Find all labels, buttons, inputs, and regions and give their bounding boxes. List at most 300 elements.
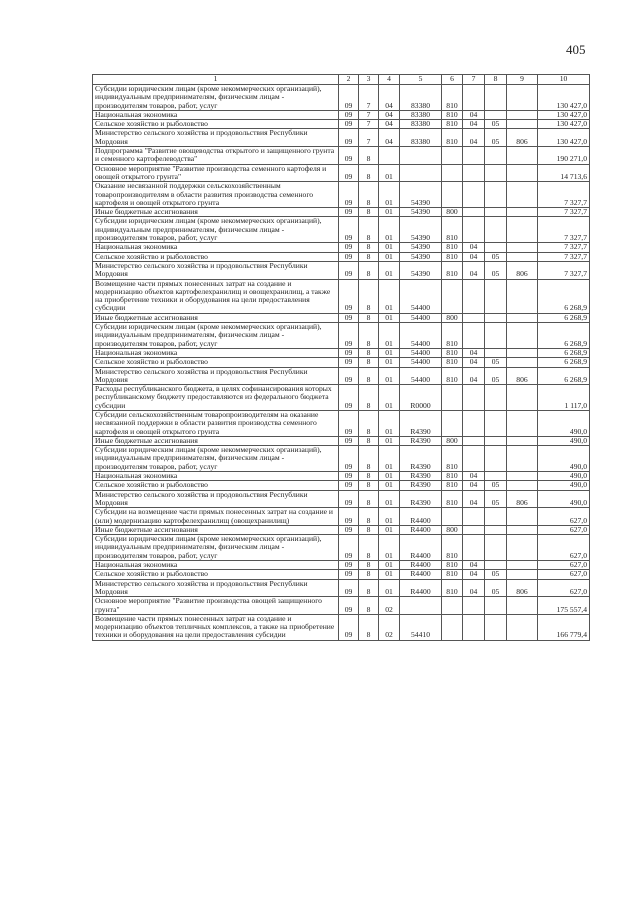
code-cell: 810 bbox=[442, 472, 463, 481]
code-cell: 810 bbox=[442, 217, 463, 243]
table-row bbox=[93, 252, 590, 261]
code-cell bbox=[507, 561, 538, 570]
table-header bbox=[93, 75, 590, 85]
code-cell: 04 bbox=[379, 129, 400, 147]
code-cell: 01 bbox=[379, 446, 400, 472]
row-name-cell: Сельское хозяйство и рыболовство bbox=[93, 570, 339, 579]
code-cell: R4390 bbox=[400, 472, 442, 481]
code-cell bbox=[485, 614, 507, 640]
code-cell bbox=[442, 508, 463, 526]
code-cell: R4390 bbox=[400, 436, 442, 445]
code-cell bbox=[507, 508, 538, 526]
code-cell: 05 bbox=[485, 570, 507, 579]
code-cell: 54410 bbox=[400, 614, 442, 640]
table-row bbox=[93, 323, 590, 349]
code-cell bbox=[485, 208, 507, 217]
code-cell: 05 bbox=[485, 358, 507, 367]
code-cell bbox=[485, 243, 507, 252]
row-name-cell: Национальная экономика bbox=[93, 348, 339, 357]
code-cell bbox=[507, 243, 538, 252]
code-cell: 810 bbox=[442, 85, 463, 111]
code-cell bbox=[507, 436, 538, 445]
code-cell: 54390 bbox=[400, 208, 442, 217]
table-row bbox=[93, 279, 590, 313]
code-cell: R4400 bbox=[400, 535, 442, 561]
code-cell: 7 bbox=[359, 120, 379, 129]
row-name-cell: Сельское хозяйство и рыболовство bbox=[93, 120, 339, 129]
code-cell bbox=[485, 85, 507, 111]
code-cell bbox=[507, 279, 538, 313]
code-cell: 810 bbox=[442, 446, 463, 472]
table-row bbox=[93, 446, 590, 472]
code-cell: 09 bbox=[339, 597, 359, 615]
code-cell: 01 bbox=[379, 508, 400, 526]
code-cell bbox=[442, 597, 463, 615]
code-cell bbox=[485, 164, 507, 182]
column-header: 1 bbox=[93, 75, 339, 85]
code-cell: 810 bbox=[442, 261, 463, 279]
code-cell bbox=[507, 164, 538, 182]
code-cell: 04 bbox=[463, 570, 485, 579]
code-cell bbox=[507, 208, 538, 217]
code-cell: 09 bbox=[339, 348, 359, 357]
amount-cell: 175 557,4 bbox=[538, 597, 590, 615]
code-cell: 04 bbox=[463, 120, 485, 129]
code-cell: 09 bbox=[339, 490, 359, 508]
code-cell: 09 bbox=[339, 472, 359, 481]
amount-cell: 7 327,7 bbox=[538, 243, 590, 252]
table-row bbox=[93, 348, 590, 357]
code-cell: 54390 bbox=[400, 261, 442, 279]
code-cell bbox=[485, 313, 507, 322]
code-cell: 05 bbox=[485, 261, 507, 279]
row-name-cell: Оказание несвязанной поддержки сельскохозяйственным товаропроизводителям в области развития производства семенного картофеля и овощей открытого грунта bbox=[93, 182, 339, 208]
table-row bbox=[93, 535, 590, 561]
code-cell bbox=[507, 323, 538, 349]
code-cell: 01 bbox=[379, 367, 400, 385]
code-cell: 04 bbox=[463, 348, 485, 357]
code-cell: 8 bbox=[359, 481, 379, 490]
code-cell: 09 bbox=[339, 358, 359, 367]
column-header: 2 bbox=[339, 75, 359, 85]
code-cell bbox=[463, 535, 485, 561]
row-name-cell: Сельское хозяйство и рыболовство bbox=[93, 252, 339, 261]
code-cell bbox=[400, 164, 442, 182]
code-cell bbox=[507, 217, 538, 243]
code-cell: 02 bbox=[379, 614, 400, 640]
code-cell: 09 bbox=[339, 164, 359, 182]
code-cell: 54400 bbox=[400, 367, 442, 385]
code-cell: 810 bbox=[442, 490, 463, 508]
row-name-cell: Иные бюджетные ассигнования bbox=[93, 208, 339, 217]
code-cell: 04 bbox=[379, 85, 400, 111]
code-cell: 810 bbox=[442, 481, 463, 490]
code-cell: 05 bbox=[485, 490, 507, 508]
code-cell: 09 bbox=[339, 561, 359, 570]
code-cell: 01 bbox=[379, 561, 400, 570]
code-cell: 8 bbox=[359, 490, 379, 508]
amount-cell: 490,0 bbox=[538, 490, 590, 508]
code-cell: 54400 bbox=[400, 313, 442, 322]
row-name-cell: Национальная экономика bbox=[93, 472, 339, 481]
code-cell: 04 bbox=[463, 367, 485, 385]
code-cell: 810 bbox=[442, 252, 463, 261]
code-cell bbox=[507, 385, 538, 411]
code-cell: 810 bbox=[442, 535, 463, 561]
amount-cell: 130 427,0 bbox=[538, 110, 590, 119]
table-row bbox=[93, 570, 590, 579]
amount-cell: 627,0 bbox=[538, 525, 590, 534]
table-row bbox=[93, 490, 590, 508]
code-cell: 09 bbox=[339, 279, 359, 313]
code-cell: 810 bbox=[442, 323, 463, 349]
row-name-cell: Подпрограмма "Развитие овощеводства открытого и защищенного грунта и семенного картофелеводства" bbox=[93, 147, 339, 165]
code-cell: 54390 bbox=[400, 243, 442, 252]
code-cell: 800 bbox=[442, 208, 463, 217]
code-cell bbox=[463, 323, 485, 349]
code-cell: R4400 bbox=[400, 525, 442, 534]
amount-cell: 14 713,6 bbox=[538, 164, 590, 182]
code-cell: 09 bbox=[339, 446, 359, 472]
code-cell bbox=[507, 410, 538, 436]
code-cell: 09 bbox=[339, 323, 359, 349]
code-cell bbox=[507, 252, 538, 261]
row-name-cell: Возмещение части прямых понесенных затрат на создание и модернизацию объектов картофелехранилищ и овощехранилищ, а также на приобретение техники и оборудования на цели предоставления субсидии bbox=[93, 279, 339, 313]
code-cell: 09 bbox=[339, 110, 359, 119]
code-cell bbox=[507, 472, 538, 481]
code-cell: 54400 bbox=[400, 348, 442, 357]
row-name-cell: Субсидии на возмещение части прямых понесенных затрат на создание и (или) модернизацию картофелехранилищ (овощехранилищ) bbox=[93, 508, 339, 526]
code-cell: R4390 bbox=[400, 481, 442, 490]
code-cell: R4390 bbox=[400, 490, 442, 508]
code-cell: 8 bbox=[359, 579, 379, 597]
code-cell: 8 bbox=[359, 436, 379, 445]
code-cell: 8 bbox=[359, 182, 379, 208]
amount-cell: 6 268,9 bbox=[538, 367, 590, 385]
code-cell bbox=[463, 164, 485, 182]
amount-cell: 130 427,0 bbox=[538, 129, 590, 147]
code-cell bbox=[485, 110, 507, 119]
amount-cell: 490,0 bbox=[538, 446, 590, 472]
code-cell: 8 bbox=[359, 570, 379, 579]
code-cell: 09 bbox=[339, 243, 359, 252]
code-cell: 8 bbox=[359, 208, 379, 217]
code-cell bbox=[463, 597, 485, 615]
row-name-cell: Министерство сельского хозяйства и продовольствия Республики Мордовия bbox=[93, 367, 339, 385]
code-cell: 09 bbox=[339, 579, 359, 597]
code-cell: 54390 bbox=[400, 217, 442, 243]
table-row bbox=[93, 358, 590, 367]
code-cell: 8 bbox=[359, 279, 379, 313]
table-row bbox=[93, 481, 590, 490]
table-body bbox=[93, 85, 590, 641]
code-cell: R4400 bbox=[400, 508, 442, 526]
code-cell bbox=[485, 472, 507, 481]
code-cell bbox=[400, 597, 442, 615]
code-cell: R4400 bbox=[400, 570, 442, 579]
code-cell: 806 bbox=[507, 261, 538, 279]
code-cell: 83380 bbox=[400, 120, 442, 129]
code-cell bbox=[442, 385, 463, 411]
table-row bbox=[93, 597, 590, 615]
code-cell: R4390 bbox=[400, 410, 442, 436]
code-cell: 8 bbox=[359, 508, 379, 526]
table-row bbox=[93, 525, 590, 534]
code-cell: 04 bbox=[463, 252, 485, 261]
code-cell: 09 bbox=[339, 208, 359, 217]
amount-cell: 7 327,7 bbox=[538, 208, 590, 217]
code-cell: 09 bbox=[339, 85, 359, 111]
code-cell bbox=[485, 147, 507, 165]
row-name-cell: Иные бюджетные ассигнования bbox=[93, 313, 339, 322]
code-cell: 04 bbox=[463, 490, 485, 508]
code-cell: 09 bbox=[339, 129, 359, 147]
amount-cell: 627,0 bbox=[538, 570, 590, 579]
code-cell: 8 bbox=[359, 348, 379, 357]
table-row bbox=[93, 472, 590, 481]
code-cell: 09 bbox=[339, 436, 359, 445]
code-cell bbox=[507, 614, 538, 640]
amount-cell: 7 327,7 bbox=[538, 217, 590, 243]
code-cell bbox=[485, 217, 507, 243]
table-row bbox=[93, 147, 590, 165]
code-cell: 01 bbox=[379, 261, 400, 279]
code-cell bbox=[442, 279, 463, 313]
code-cell: 09 bbox=[339, 535, 359, 561]
code-cell: 8 bbox=[359, 614, 379, 640]
code-cell bbox=[507, 85, 538, 111]
code-cell: 05 bbox=[485, 579, 507, 597]
code-cell: 810 bbox=[442, 110, 463, 119]
row-name-cell: Сельское хозяйство и рыболовство bbox=[93, 481, 339, 490]
code-cell bbox=[485, 446, 507, 472]
code-cell bbox=[507, 348, 538, 357]
code-cell: R4390 bbox=[400, 446, 442, 472]
code-cell: 01 bbox=[379, 410, 400, 436]
column-header: 6 bbox=[442, 75, 463, 85]
code-cell bbox=[463, 446, 485, 472]
column-header: 3 bbox=[359, 75, 379, 85]
budget-table bbox=[92, 74, 590, 641]
code-cell: 8 bbox=[359, 385, 379, 411]
code-cell: 810 bbox=[442, 129, 463, 147]
code-cell: 01 bbox=[379, 348, 400, 357]
code-cell: 806 bbox=[507, 367, 538, 385]
code-cell: 09 bbox=[339, 313, 359, 322]
code-cell bbox=[507, 182, 538, 208]
code-cell bbox=[463, 385, 485, 411]
amount-cell: 7 327,7 bbox=[538, 261, 590, 279]
code-cell bbox=[463, 147, 485, 165]
code-cell bbox=[379, 147, 400, 165]
code-cell: 8 bbox=[359, 561, 379, 570]
code-cell: 01 bbox=[379, 490, 400, 508]
code-cell: 01 bbox=[379, 243, 400, 252]
code-cell: 7 bbox=[359, 110, 379, 119]
code-cell bbox=[485, 525, 507, 534]
amount-cell: 490,0 bbox=[538, 436, 590, 445]
code-cell: 83380 bbox=[400, 85, 442, 111]
row-name-cell: Министерство сельского хозяйства и продовольствия Республики Мордовия bbox=[93, 261, 339, 279]
code-cell: 04 bbox=[463, 561, 485, 570]
code-cell: 54400 bbox=[400, 358, 442, 367]
code-cell bbox=[442, 410, 463, 436]
amount-cell: 6 268,9 bbox=[538, 279, 590, 313]
amount-cell: 7 327,7 bbox=[538, 252, 590, 261]
code-cell: 54400 bbox=[400, 323, 442, 349]
code-cell bbox=[485, 279, 507, 313]
amount-cell: 627,0 bbox=[538, 535, 590, 561]
amount-cell: 627,0 bbox=[538, 561, 590, 570]
code-cell: 8 bbox=[359, 535, 379, 561]
code-cell: 04 bbox=[463, 481, 485, 490]
code-cell: 09 bbox=[339, 217, 359, 243]
column-number-row bbox=[93, 75, 590, 85]
amount-cell: 6 268,9 bbox=[538, 323, 590, 349]
code-cell bbox=[485, 597, 507, 615]
table-row bbox=[93, 614, 590, 640]
code-cell bbox=[507, 481, 538, 490]
table-row bbox=[93, 367, 590, 385]
code-cell: 810 bbox=[442, 358, 463, 367]
amount-cell: 130 427,0 bbox=[538, 85, 590, 111]
code-cell: 800 bbox=[442, 436, 463, 445]
row-name-cell: Субсидии юридическим лицам (кроме некоммерческих организаций), индивидуальным предпринимателям, физическим лицам - производителям товаров, работ, услуг bbox=[93, 323, 339, 349]
table-row bbox=[93, 243, 590, 252]
row-name-cell: Министерство сельского хозяйства и продовольствия Республики Мордовия bbox=[93, 129, 339, 147]
code-cell: 09 bbox=[339, 367, 359, 385]
code-cell: 8 bbox=[359, 217, 379, 243]
code-cell: 05 bbox=[485, 120, 507, 129]
code-cell bbox=[442, 164, 463, 182]
code-cell bbox=[463, 436, 485, 445]
code-cell: 8 bbox=[359, 323, 379, 349]
code-cell: 01 bbox=[379, 313, 400, 322]
amount-cell: 130 427,0 bbox=[538, 120, 590, 129]
code-cell: 01 bbox=[379, 385, 400, 411]
code-cell: R4400 bbox=[400, 561, 442, 570]
code-cell: 09 bbox=[339, 525, 359, 534]
code-cell bbox=[463, 85, 485, 111]
row-name-cell: Основное мероприятие "Развитие производства семенного картофеля и овощей открытого грунта" bbox=[93, 164, 339, 182]
column-header: 7 bbox=[463, 75, 485, 85]
code-cell: 810 bbox=[442, 348, 463, 357]
row-name-cell: Основное мероприятие "Развитие производства овощей защищенного грунта" bbox=[93, 597, 339, 615]
code-cell: 04 bbox=[463, 579, 485, 597]
code-cell bbox=[507, 147, 538, 165]
row-name-cell: Министерство сельского хозяйства и продовольствия Республики Мордовия bbox=[93, 490, 339, 508]
column-header: 4 bbox=[379, 75, 400, 85]
code-cell: 8 bbox=[359, 243, 379, 252]
code-cell bbox=[442, 182, 463, 208]
table-row bbox=[93, 164, 590, 182]
code-cell bbox=[400, 147, 442, 165]
code-cell: 09 bbox=[339, 261, 359, 279]
code-cell: 09 bbox=[339, 147, 359, 165]
code-cell: 04 bbox=[463, 472, 485, 481]
amount-cell: 6 268,9 bbox=[538, 313, 590, 322]
code-cell: 04 bbox=[463, 261, 485, 279]
amount-cell: 166 779,4 bbox=[538, 614, 590, 640]
table-row bbox=[93, 85, 590, 111]
code-cell: 04 bbox=[379, 110, 400, 119]
code-cell: 05 bbox=[485, 252, 507, 261]
table-row bbox=[93, 436, 590, 445]
code-cell bbox=[442, 614, 463, 640]
code-cell bbox=[463, 525, 485, 534]
amount-cell: 490,0 bbox=[538, 410, 590, 436]
column-header: 9 bbox=[507, 75, 538, 85]
amount-cell: 6 268,9 bbox=[538, 358, 590, 367]
table-row bbox=[93, 129, 590, 147]
code-cell: 01 bbox=[379, 279, 400, 313]
row-name-cell: Субсидии юридическим лицам (кроме некоммерческих организаций), индивидуальным предпринимателям, физическим лицам - производителям товаров, работ, услуг bbox=[93, 217, 339, 243]
amount-cell: 1 117,0 bbox=[538, 385, 590, 411]
code-cell: 800 bbox=[442, 525, 463, 534]
code-cell: 09 bbox=[339, 508, 359, 526]
code-cell: 01 bbox=[379, 579, 400, 597]
amount-cell: 627,0 bbox=[538, 579, 590, 597]
code-cell: 806 bbox=[507, 490, 538, 508]
code-cell bbox=[463, 508, 485, 526]
code-cell bbox=[463, 182, 485, 208]
code-cell bbox=[463, 208, 485, 217]
code-cell: 01 bbox=[379, 525, 400, 534]
row-name-cell: Иные бюджетные ассигнования bbox=[93, 525, 339, 534]
code-cell bbox=[507, 120, 538, 129]
table-row bbox=[93, 208, 590, 217]
code-cell: 8 bbox=[359, 313, 379, 322]
table-row bbox=[93, 182, 590, 208]
row-name-cell: Субсидии сельскохозяйственным товаропроизводителям на оказание несвязанной поддержки в области развития производства семенного картофеля и овощей открытого грунта bbox=[93, 410, 339, 436]
code-cell: 810 bbox=[442, 561, 463, 570]
code-cell: 01 bbox=[379, 217, 400, 243]
code-cell: 8 bbox=[359, 261, 379, 279]
code-cell: R4400 bbox=[400, 579, 442, 597]
code-cell bbox=[507, 597, 538, 615]
code-cell bbox=[507, 525, 538, 534]
amount-cell: 7 327,7 bbox=[538, 182, 590, 208]
code-cell: 8 bbox=[359, 597, 379, 615]
code-cell: 8 bbox=[359, 472, 379, 481]
code-cell bbox=[442, 147, 463, 165]
row-name-cell: Субсидии юридическим лицам (кроме некоммерческих организаций), индивидуальным предпринимателям, физическим лицам - производителям товаров, работ, услуг bbox=[93, 446, 339, 472]
code-cell bbox=[485, 182, 507, 208]
code-cell: 54390 bbox=[400, 182, 442, 208]
code-cell: 01 bbox=[379, 323, 400, 349]
code-cell: 09 bbox=[339, 252, 359, 261]
code-cell: 04 bbox=[463, 243, 485, 252]
code-cell: 806 bbox=[507, 129, 538, 147]
code-cell: 04 bbox=[463, 358, 485, 367]
code-cell bbox=[485, 323, 507, 349]
code-cell: 806 bbox=[507, 579, 538, 597]
code-cell: 02 bbox=[379, 597, 400, 615]
row-name-cell: Возмещение части прямых понесенных затрат на создание и модернизацию объектов тепличных комплексов, а также на приобретение техники и оборудования на цели предоставления субсидии bbox=[93, 614, 339, 640]
code-cell: 09 bbox=[339, 410, 359, 436]
code-cell: 05 bbox=[485, 481, 507, 490]
code-cell: 7 bbox=[359, 129, 379, 147]
code-cell: 83380 bbox=[400, 110, 442, 119]
code-cell: 09 bbox=[339, 570, 359, 579]
code-cell: 8 bbox=[359, 252, 379, 261]
table-row bbox=[93, 313, 590, 322]
code-cell: 05 bbox=[485, 129, 507, 147]
row-name-cell: Иные бюджетные ассигнования bbox=[93, 436, 339, 445]
amount-cell: 6 268,9 bbox=[538, 348, 590, 357]
code-cell: 8 bbox=[359, 367, 379, 385]
row-name-cell: Расходы республиканского бюджета, в целях софинансирования которых республиканскому бюджету предоставляются из федерального бюджета субсидии bbox=[93, 385, 339, 411]
